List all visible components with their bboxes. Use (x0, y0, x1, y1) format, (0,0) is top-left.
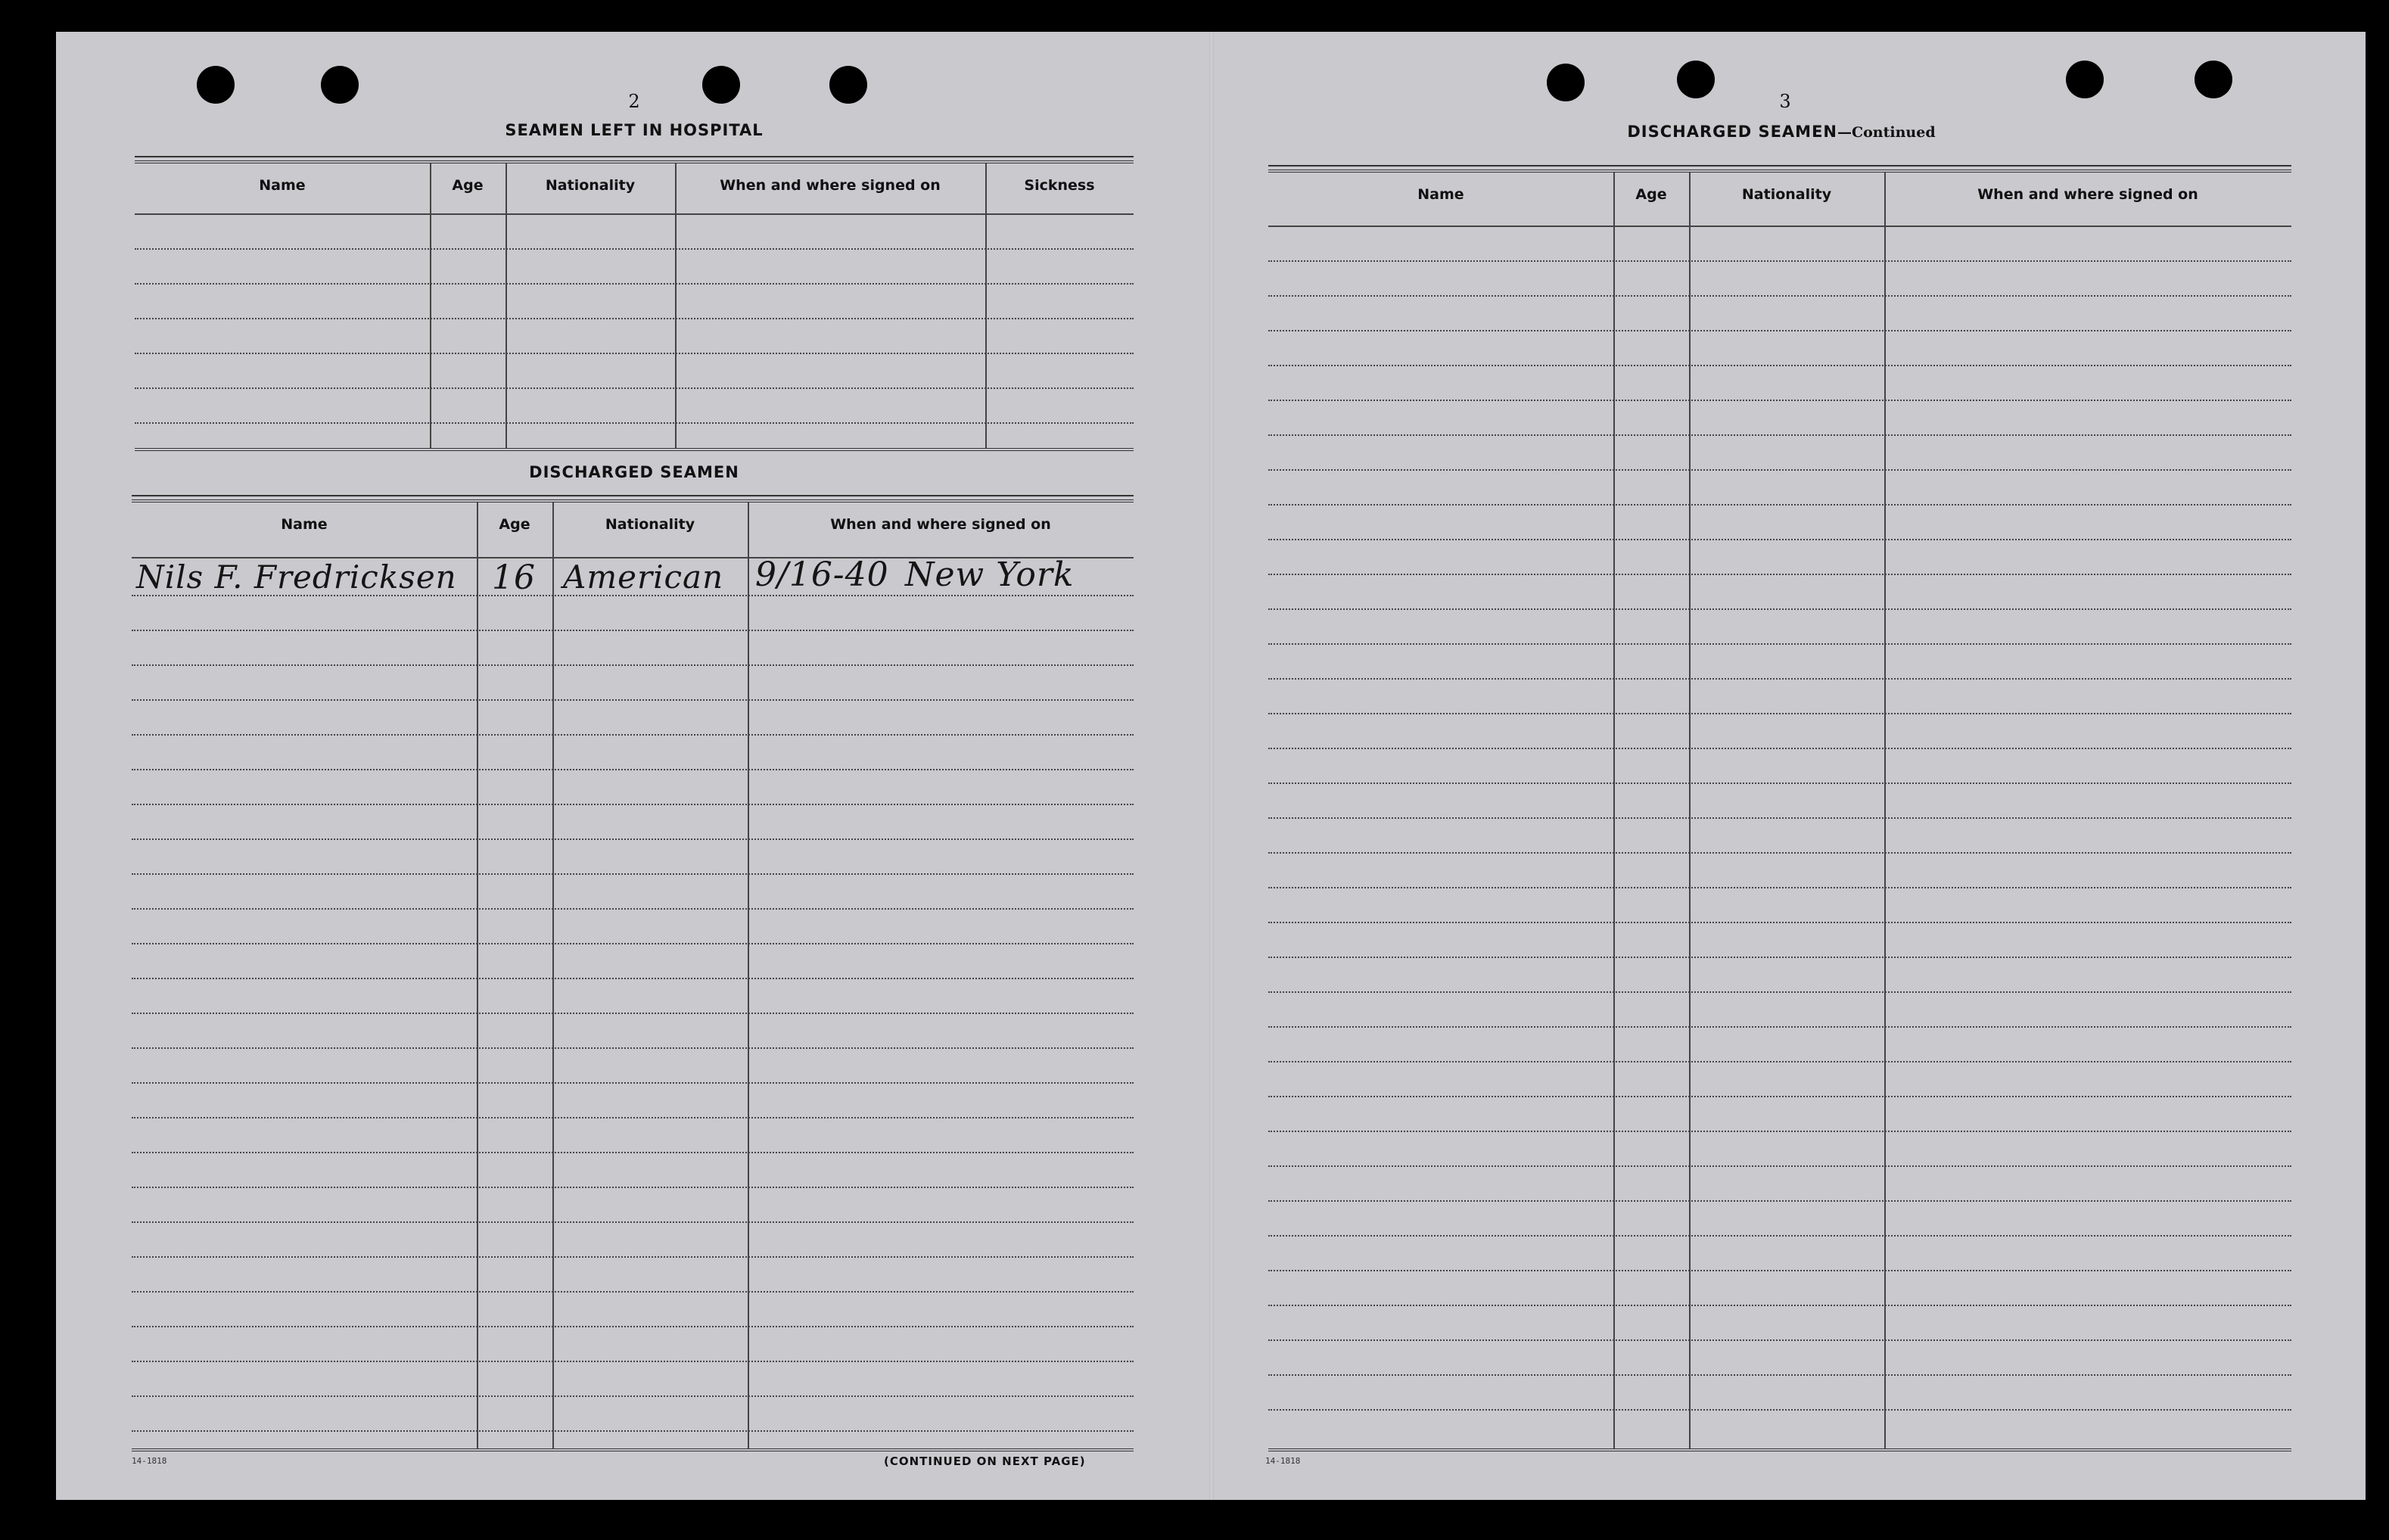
discharged-col-name: Name (281, 516, 328, 533)
continued-title-main: DISCHARGED SEAMEN (1627, 123, 1838, 141)
table-row-line (1268, 991, 2291, 993)
table-row-line (132, 1082, 1134, 1084)
column-divider (430, 163, 431, 448)
table-row-line (132, 699, 1134, 701)
continued-col-age: Age (1635, 186, 1667, 203)
form-number-left: 14-1818 (132, 1456, 167, 1466)
column-divider (1613, 173, 1615, 1448)
hospital-col-signed-on: When and where signed on (720, 177, 941, 194)
table-row-line (132, 978, 1134, 979)
table-row-line (135, 353, 1134, 354)
table-row-line (132, 769, 1134, 770)
table-row-line (1268, 608, 2291, 610)
table-row-line (135, 387, 1134, 389)
table-row-line (1268, 887, 2291, 888)
table-row-line (132, 1326, 1134, 1327)
table-row-line (1268, 260, 2291, 262)
table-row-line (1268, 1096, 2291, 1097)
table-row-line (132, 1291, 1134, 1293)
table-row-line (1268, 1235, 2291, 1237)
table-row-line (1268, 1165, 2291, 1167)
table-row-line (135, 248, 1134, 250)
table-row-line (1268, 1131, 2291, 1132)
entry-name: Nils F. Fredricksen (136, 558, 457, 596)
table-row-line (132, 908, 1134, 910)
table-row-line (132, 1395, 1134, 1397)
discharged-col-signed-on: When and where signed on (830, 516, 1051, 533)
continued-col-signed-on: When and where signed on (1977, 186, 2198, 203)
table-row-line (135, 213, 1134, 215)
entry-signed-on-place: New York (905, 555, 1075, 594)
table-row-line (132, 804, 1134, 805)
table-row-line (1268, 400, 2291, 401)
column-divider (1884, 173, 1886, 1448)
table-row-line (1268, 295, 2291, 297)
punch-hole (829, 66, 867, 104)
table-row-line (1268, 330, 2291, 331)
table-row-line (1268, 1374, 2291, 1376)
page-fold (1209, 32, 1214, 1500)
table-row-line (1268, 226, 2291, 227)
continued-col-name: Name (1417, 186, 1464, 203)
table-row-line (132, 873, 1134, 875)
table-row-line (132, 838, 1134, 840)
table-row-line (132, 1152, 1134, 1153)
hospital-table (135, 160, 1134, 451)
discharged-continued-table (1268, 170, 2291, 1451)
continued-col-nationality: Nationality (1741, 186, 1832, 203)
table-row-line (132, 664, 1134, 666)
table-row-line (1268, 643, 2291, 645)
hospital-col-age: Age (452, 177, 484, 194)
table-row-line (1268, 748, 2291, 749)
punch-hole (321, 66, 359, 104)
table-row-line (1268, 539, 2291, 540)
table-row-line (1268, 922, 2291, 923)
table-row-line (132, 1013, 1134, 1014)
table-row-line (135, 422, 1134, 424)
table-row-line (1268, 782, 2291, 784)
entry-age: 16 (492, 558, 536, 597)
table-row-line (1268, 713, 2291, 714)
column-divider (477, 502, 478, 1448)
form-sheet (56, 32, 2366, 1500)
entry-signed-on-date: 9/16-40 (755, 555, 889, 594)
table-row-line (1268, 365, 2291, 366)
page-number-left: 2 (628, 91, 640, 112)
table-row-line (135, 318, 1134, 319)
table-row-line (132, 734, 1134, 736)
table-row-line (1268, 469, 2291, 471)
table-row-line (1268, 434, 2291, 436)
table-row-line (132, 1117, 1134, 1118)
table-row-line (1268, 1270, 2291, 1271)
hospital-col-sickness: Sickness (1024, 177, 1095, 194)
table-row-line (1268, 1305, 2291, 1306)
table-row-line (1268, 1339, 2291, 1341)
column-divider (1689, 173, 1691, 1448)
punch-hole (2195, 61, 2232, 98)
table-row-line (132, 1256, 1134, 1258)
punch-hole (1677, 61, 1715, 98)
table-row-line (1268, 1409, 2291, 1411)
entry-nationality: American (563, 558, 724, 596)
table-row-line (132, 1047, 1134, 1049)
discharged-col-age: Age (499, 516, 530, 533)
column-divider (748, 502, 749, 1448)
discharged-table (132, 499, 1134, 1451)
table-row-line (132, 943, 1134, 944)
table-row-line (1268, 852, 2291, 854)
continued-footer: (CONTINUED ON NEXT PAGE) (884, 1454, 1086, 1468)
continued-section-title (1539, 123, 2023, 141)
punch-hole (1547, 64, 1585, 101)
page-number-right: 3 (1779, 91, 1791, 112)
table-row-line (1268, 817, 2291, 819)
column-divider (552, 502, 554, 1448)
form-number-right: 14-1818 (1265, 1456, 1301, 1466)
table-row-line (132, 1221, 1134, 1223)
table-row-line (132, 1430, 1134, 1432)
column-divider (675, 163, 677, 448)
continued-title-suffix: —Continued (1837, 124, 1936, 141)
hospital-col-name: Name (259, 177, 306, 194)
punch-hole (197, 66, 235, 104)
discharged-section-title: DISCHARGED SEAMEN (529, 463, 739, 481)
table-row-line (132, 1361, 1134, 1362)
table-row-line (135, 283, 1134, 285)
table-row-line (1268, 574, 2291, 575)
discharged-col-nationality: Nationality (605, 516, 695, 533)
table-row-line (132, 1187, 1134, 1188)
table-row-line (1268, 1200, 2291, 1202)
table-row-line (1268, 1026, 2291, 1028)
table-row-line (1268, 957, 2291, 958)
column-divider (985, 163, 987, 448)
table-row-line (1268, 678, 2291, 680)
punch-hole (2066, 61, 2104, 98)
column-divider (505, 163, 507, 448)
hospital-section-title: SEAMEN LEFT IN HOSPITAL (505, 121, 764, 139)
table-row-line (1268, 1061, 2291, 1062)
hospital-col-nationality: Nationality (545, 177, 636, 194)
table-row-line (1268, 504, 2291, 506)
punch-hole (702, 66, 740, 104)
table-row-line (132, 630, 1134, 631)
